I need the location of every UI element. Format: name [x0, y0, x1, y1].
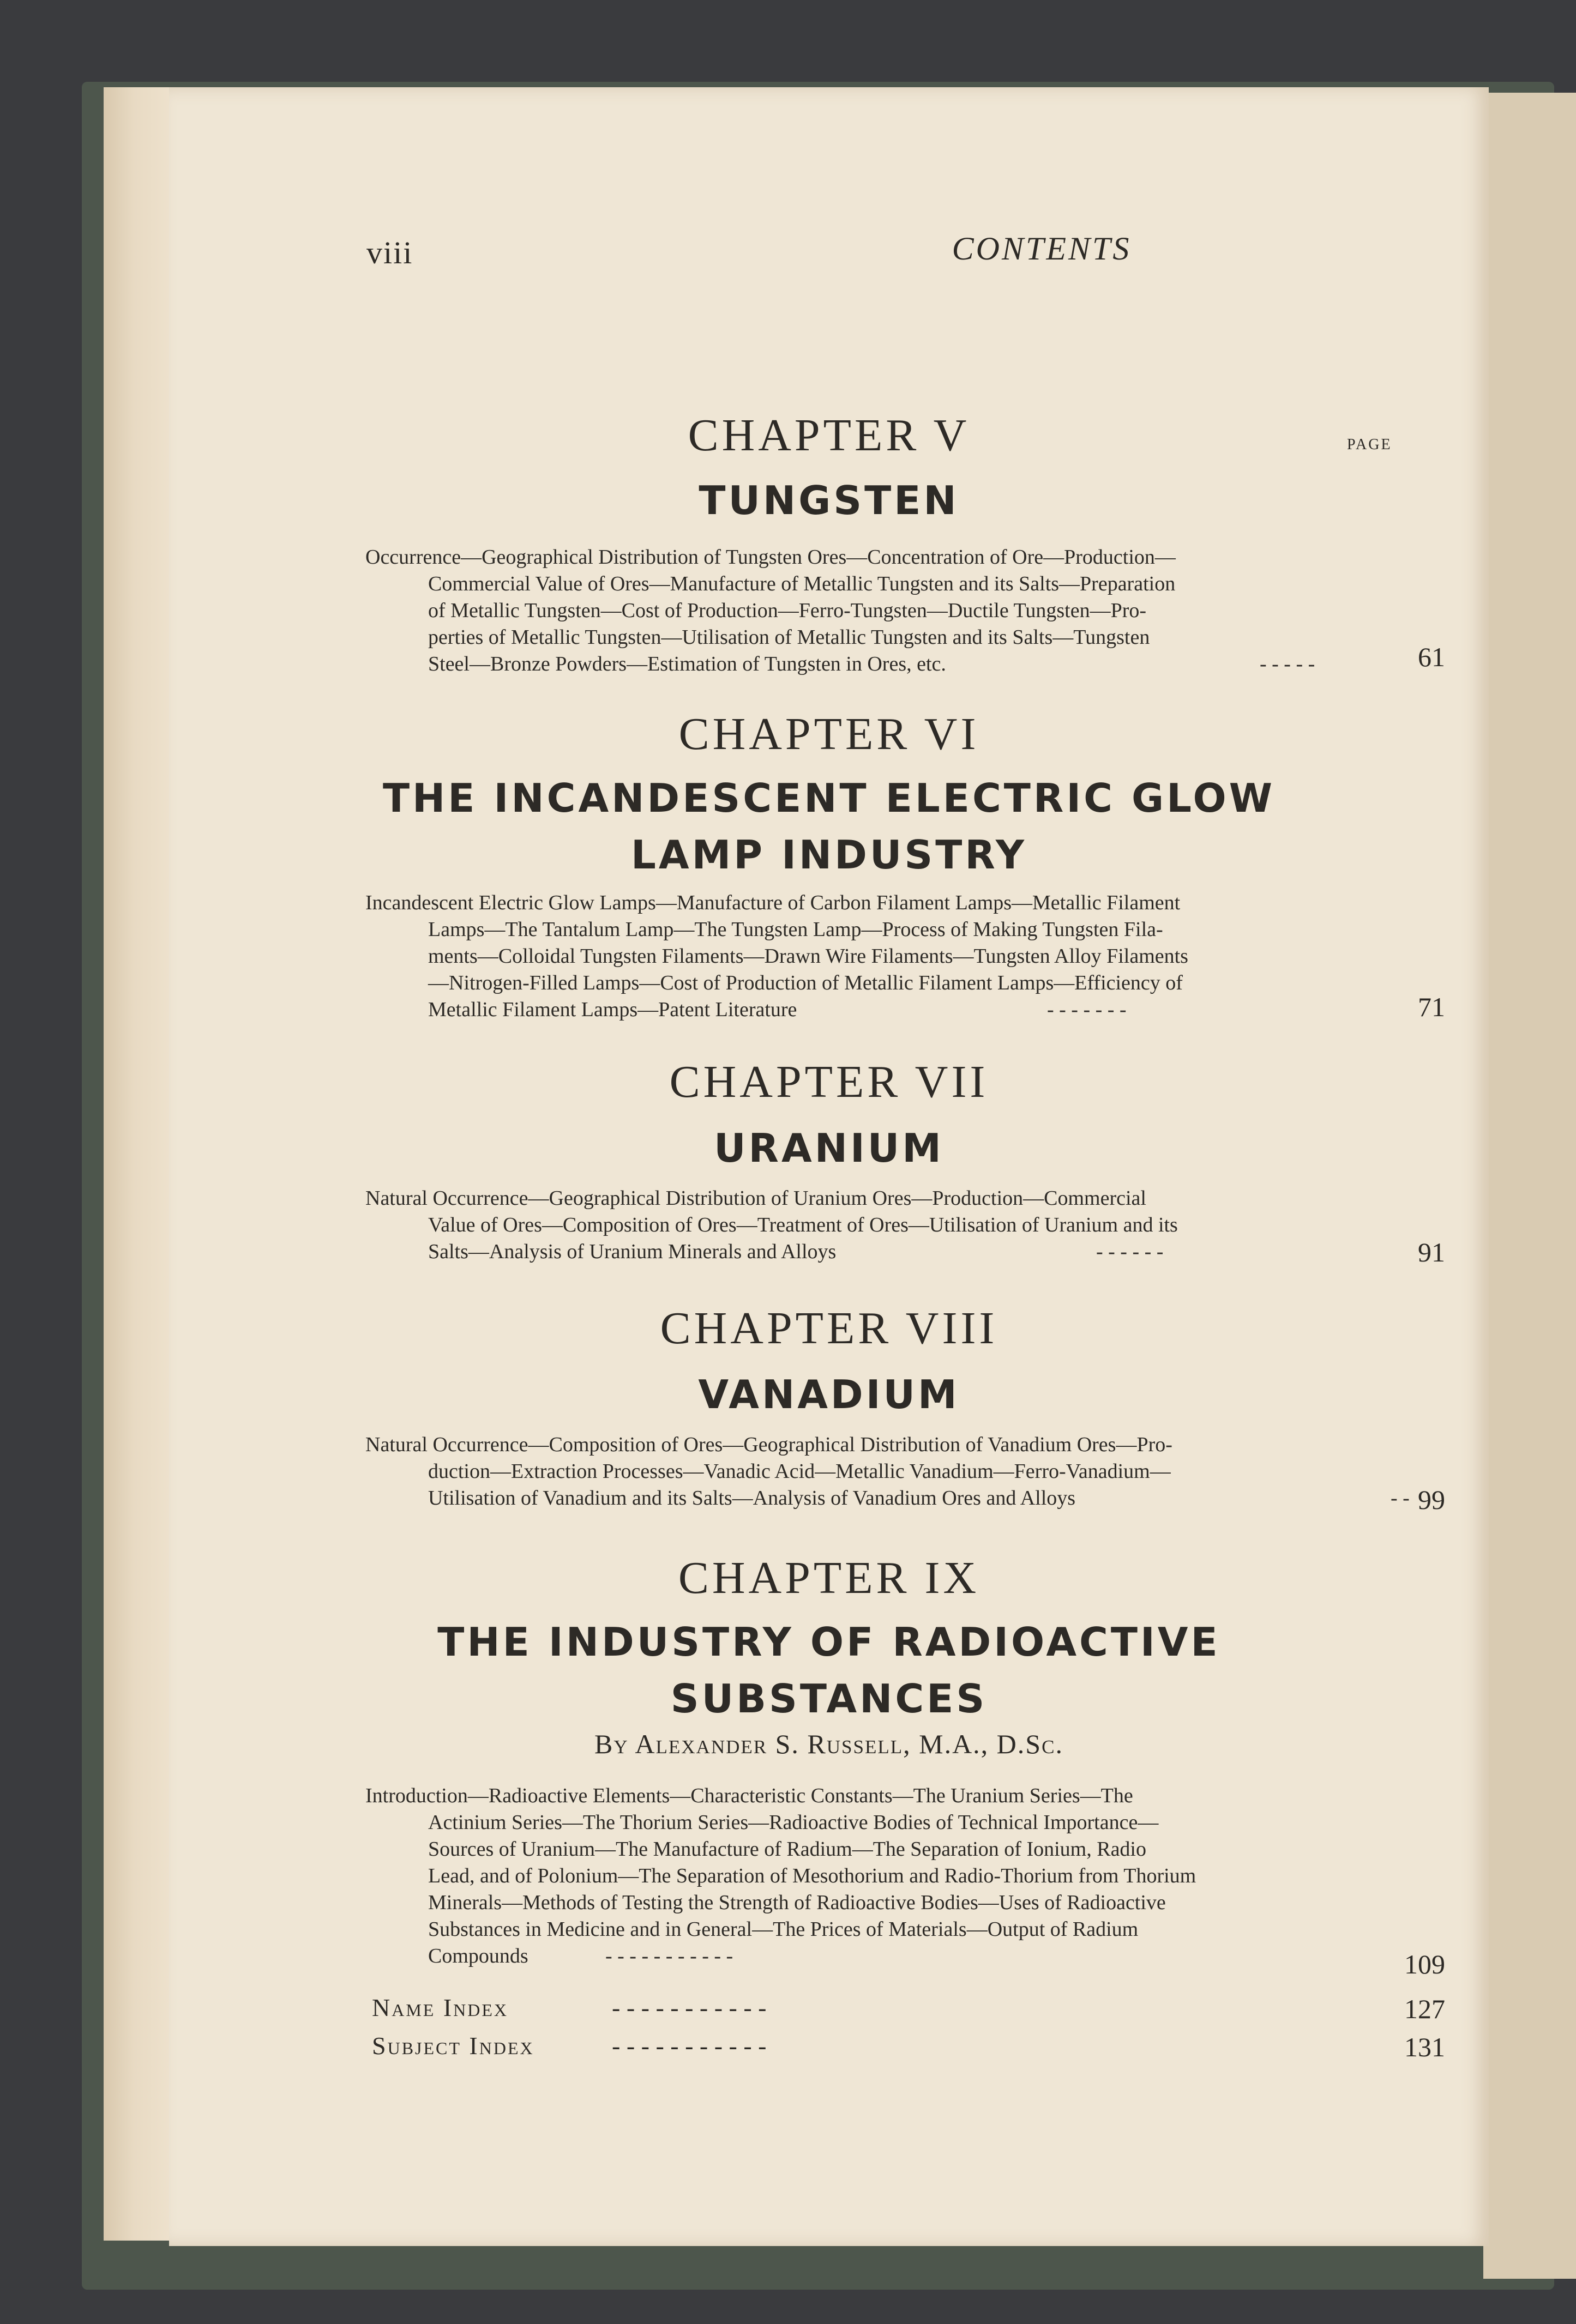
chapter-8-summary — [365, 1432, 1500, 1512]
chapter-6-summary — [365, 890, 1500, 1023]
dot-leader: - - - - - - - - - - - — [612, 2032, 767, 2060]
chapter-9-title-line: THE INDUSTRY OF RADIOACTIVE — [437, 1619, 1220, 1665]
summary-line: Salts—Analysis of Uranium Minerals and Alloys - - - - - - — [365, 1239, 1500, 1265]
summary-line: duction—Extraction Processes—Vanadic Acid—Metallic Vanadium—Ferro-Vanadium— — [428, 1460, 1171, 1483]
chapter-9-summary — [365, 1783, 1500, 1970]
chapter-6-page: 71 — [1418, 992, 1445, 1022]
dot-leader: - - — [1391, 1487, 1410, 1510]
chapter-6-title-line: THE INCANDESCENT ELECTRIC GLOW — [382, 775, 1276, 821]
chapter-9-page: 109 — [1404, 1949, 1445, 1979]
summary-line: Natural Occurrence—Composition of Ores—Geographical Distribution of Vanadium Ores—Pro- — [365, 1433, 1172, 1456]
summary-line: Occurrence—Geographical Distribution of Tungsten Ores—Concentration of Ore—Production— — [365, 546, 1176, 569]
summary-line: Utilisation of Vanadium and its Salts—Analysis of Vanadium Ores and Alloys - - — [365, 1485, 1500, 1512]
summary-line: Metallic Filament Lamps—Patent Literature - - - - - - - — [365, 997, 1500, 1023]
summary-line: Compounds - - - - - - - - - - - — [365, 1943, 1500, 1970]
summary-line: Lamps—The Tantalum Lamp—The Tungsten Lamp—Process of Making Tungsten Fila- — [428, 918, 1163, 941]
summary-line: Incandescent Electric Glow Lamps—Manufacture of Carbon Filament Lamps—Metallic Filament — [365, 891, 1181, 914]
chapter-7-page: 91 — [1418, 1237, 1445, 1267]
summary-line: —Nitrogen-Filled Lamps—Cost of Production of Metallic Filament Lamps—Efficiency of — [428, 971, 1183, 994]
chapter-8-number: CHAPTER VIII — [660, 1303, 998, 1354]
summary-line: Substances in Medicine and in General—The Prices of Materials—Output of Radium — [428, 1918, 1139, 1941]
summary-line: Commercial Value of Ores—Manufacture of Metallic Tungsten and its Salts—Preparation — [428, 572, 1176, 595]
dot-leader: - - - - - - - — [1047, 998, 1127, 1021]
summary-line: perties of Metallic Tungsten—Utilisation of Metallic Tungsten and its Salts—Tungsten — [428, 626, 1150, 649]
chapter-6-number: CHAPTER VI — [678, 709, 979, 759]
name-index-page: 127 — [1404, 1994, 1445, 2024]
summary-line: Minerals—Methods of Testing the Strength of Radioactive Bodies—Uses of Radioactive — [428, 1891, 1166, 1914]
chapter-9-title-line: SUBSTANCES — [670, 1676, 988, 1722]
chapter-7-title: URANIUM — [714, 1125, 944, 1171]
chapter-7-number: CHAPTER VII — [669, 1057, 989, 1107]
chapter-8-page: 99 — [1418, 1484, 1445, 1515]
dot-leader: - - - - - - — [1096, 1240, 1164, 1263]
chapter-5-page: 61 — [1418, 642, 1445, 672]
summary-line: Sources of Uranium—The Manufacture of Radium—The Separation of Ionium, Radio — [428, 1838, 1146, 1861]
chapter-5-title: TUNGSTEN — [699, 478, 959, 523]
name-index-entry — [372, 1993, 767, 2022]
chapter-9-number: CHAPTER IX — [678, 1553, 980, 1603]
summary-line: of Metallic Tungsten—Cost of Production—Ferro-Tungsten—Ductile Tungsten—Pro- — [428, 599, 1147, 622]
chapter-5-summary — [365, 544, 1500, 678]
summary-line: ments—Colloidal Tungsten Filaments—Drawn Wire Filaments—Tungsten Alloy Filaments — [428, 945, 1188, 968]
summary-line: Value of Ores—Composition of Ores—Treatment of Ores—Utilisation of Uranium and its — [428, 1214, 1178, 1236]
chapter-8-title: VANADIUM — [698, 1372, 960, 1417]
page-folio: viii — [366, 235, 413, 270]
chapter-7-summary — [365, 1185, 1500, 1265]
dot-leader: - - - - - - - - - - - — [605, 1945, 733, 1967]
contents-page — [169, 87, 1489, 2246]
page-column-label: PAGE — [1347, 436, 1392, 453]
index-label: Name Index — [372, 1994, 509, 2021]
summary-line: Introduction—Radioactive Elements—Characteristic Constants—The Uranium Series—The — [365, 1784, 1133, 1807]
running-title: CONTENTS — [952, 231, 1132, 267]
chapter-9-title — [169, 1614, 1489, 1727]
chapter-6-title — [169, 770, 1489, 883]
summary-line: Lead, and of Polonium—The Separation of Mesothorium and Radio-Thorium from Thorium — [428, 1864, 1196, 1887]
subject-index-page: 131 — [1404, 2032, 1445, 2062]
subject-index-entry — [372, 2031, 767, 2060]
page-stack-edge — [104, 87, 180, 2241]
dot-leader: - - - - - — [1260, 653, 1315, 675]
index-label: Subject Index — [372, 2032, 534, 2060]
summary-line: Actinium Series—The Thorium Series—Radioactive Bodies of Technical Importance— — [428, 1811, 1159, 1834]
chapter-6-title-line: LAMP INDUSTRY — [631, 832, 1027, 878]
summary-line: Natural Occurrence—Geographical Distribution of Uranium Ores—Production—Commercial — [365, 1187, 1146, 1210]
summary-line: Steel—Bronze Powders—Estimation of Tungsten in Ores, etc. - - - - - — [365, 651, 1500, 678]
chapter-9-author: By Alexander S. Russell, M.A., D.Sc. — [594, 1729, 1063, 1759]
dot-leader: - - - - - - - - - - - — [612, 1994, 767, 2021]
chapter-5-number: CHAPTER V — [688, 410, 970, 461]
